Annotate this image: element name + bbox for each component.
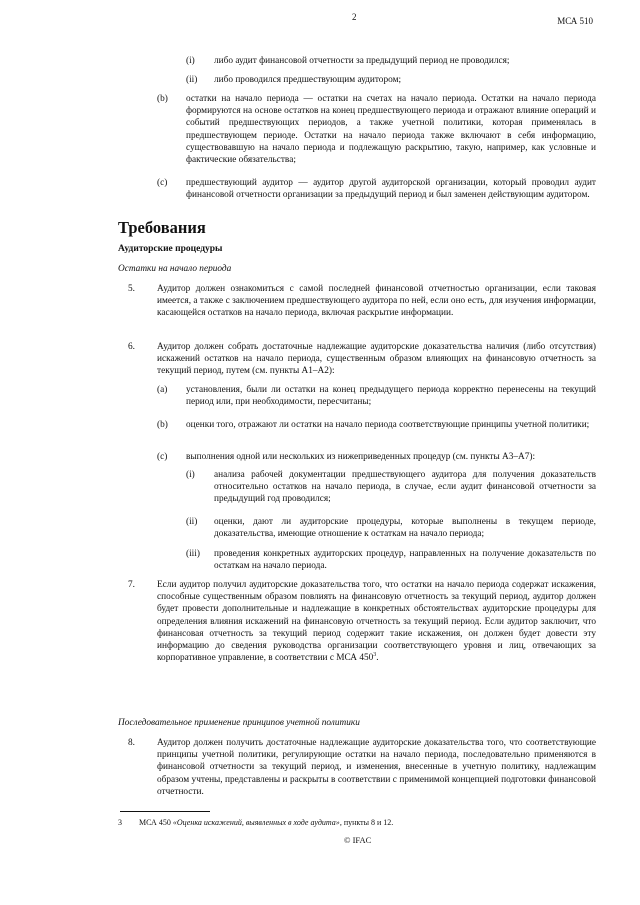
paragraph-number: 7. bbox=[128, 580, 135, 590]
item-label: (i) bbox=[186, 470, 195, 480]
item-text: анализа рабочей документации предшествующего аудитора для получения доказательств относительно остатков на начало периода, в случае, если аудит финансовой отчетности за предыдущий год проводился; bbox=[214, 470, 596, 505]
subheading-accounting-policies: Последовательное применение принципов учетной политики bbox=[118, 718, 360, 728]
paragraph-7-tail: . bbox=[376, 653, 379, 664]
footnote bbox=[118, 818, 393, 828]
item-text: предшествующий аудитор — аудитор другой аудиторской организации, который проводил аудит финансовой отчетности организации за предыдущий период и был заменен действующим аудитором. bbox=[186, 178, 596, 201]
item-label: (b) bbox=[157, 94, 168, 104]
paragraph-number: 8. bbox=[128, 738, 135, 748]
subheading-opening-balances: Остатки на начало периода bbox=[118, 264, 232, 274]
paragraph-7 bbox=[157, 579, 596, 664]
footnote-rule bbox=[120, 811, 210, 812]
item-text: оценки того, отражают ли остатки на начало периода соответствующие принципы учетной политики; bbox=[186, 420, 590, 430]
item-label: (c) bbox=[157, 452, 168, 462]
item-label: (a) bbox=[157, 385, 168, 395]
subsection-title: Аудиторские процедуры bbox=[118, 244, 223, 254]
item-label: (b) bbox=[157, 420, 168, 430]
item-label: (i) bbox=[186, 56, 195, 66]
item-text: выполнения одной или нескольких из нижеприведенных процедур (см. пункты А3–А7): bbox=[186, 452, 536, 462]
item-label: (ii) bbox=[186, 75, 198, 85]
paragraph-7-text: Если аудитор получил аудиторские доказательства того, что остатки на начало периода содержат искажения, способные существенным образом повлиять на финансовую отчетность за текущий период, аудитор должен будет провести дополнительные и надлежащие в конкретных обстоятельствах аудиторские процедуры для определения влияния искажений на финансовую отчетность за текущий период. Если аудитор заключит, что финансовая отчетность за текущий период содержит такие искажения, он должен будет довести эту информацию до сведения руководства организации соответствующего уровня и лиц, отвечающих за корпоративное управление, в соответствии с МСА 450 bbox=[157, 580, 596, 664]
item-text: установления, были ли остатки на конец предыдущего периода корректно перенесены на текущий период или, при необходимости, пересчитаны; bbox=[186, 385, 596, 408]
item-text: либо аудит финансовой отчетности за предыдущий период не проводился; bbox=[214, 56, 510, 66]
document-code: МСА 510 bbox=[557, 16, 593, 26]
paragraph-6: Аудитор должен собрать достаточные надлежащие аудиторские доказательства наличия (либо отсутствия) искажений остатков на начало периода, существенным образом влияющих на финансовую отчетность за текущий период, путем (см. пункты А1–А2): bbox=[157, 342, 596, 377]
item-label: (c) bbox=[157, 178, 168, 188]
paragraph-number: 5. bbox=[128, 284, 135, 294]
page-footer: © IFAC bbox=[344, 835, 372, 845]
paragraph-number: 6. bbox=[128, 342, 135, 352]
footnote-tail: , пункты 8 и 12. bbox=[339, 818, 394, 827]
footnote-plain: МСА 450 bbox=[139, 818, 173, 827]
footnote-mark: 3 bbox=[118, 818, 122, 827]
page-number: 2 bbox=[352, 12, 357, 22]
item-label: (ii) bbox=[186, 517, 198, 527]
footnote-ref: 3 bbox=[373, 652, 377, 659]
footnote-title: «Оценка искажений, выявленных в ходе аудита» bbox=[172, 818, 340, 827]
item-text: проведения конкретных аудиторских процедур, направленных на получение доказательств по остаткам на начало периода. bbox=[214, 549, 596, 572]
item-text: остатки на начало периода — остатки на счетах на начало периода. Остатки на начало периода формируются на основе остатков на конец предшествующего периода и отражают влияние операций и событий предшествующих периодов, а также учетной политики, которая применялась в предшествующем периоде. Остатки на начало периода также включают в себя информацию, существовавшую на начало периода и подлежащую раскрытию, такую, например, как условные и фактические обязательства; bbox=[186, 94, 596, 166]
section-title: Требования bbox=[118, 218, 206, 237]
item-text: либо проводился предшествующим аудитором; bbox=[214, 75, 402, 85]
item-label: (iii) bbox=[186, 549, 200, 559]
paragraph-5: Аудитор должен ознакомиться с самой последней финансовой отчетностью организации, если таковая имеется, а также с заключением предшествующего аудитора по ней, если оно есть, для изучения информации, касающейся остатков на начало периода, включая раскрытие информации. bbox=[157, 284, 596, 319]
item-text: оценки, дают ли аудиторские процедуры, которые выполнены в текущем периоде, доказательства, имеющие отношение к остаткам на начало периода; bbox=[214, 517, 596, 540]
paragraph-8: Аудитор должен получить достаточные надлежащие аудиторские доказательства того, что соответствующие принципы учетной политики, регулирующие остатки на начало периода, последовательно применяются в финансовой отчетности за текущий период, и изменения, внесенные в учетную политику, надлежащим образом учтены, представлены и раскрыты в соответствии с применимой концепцией подготовки финансовой отчетности. bbox=[157, 738, 596, 797]
